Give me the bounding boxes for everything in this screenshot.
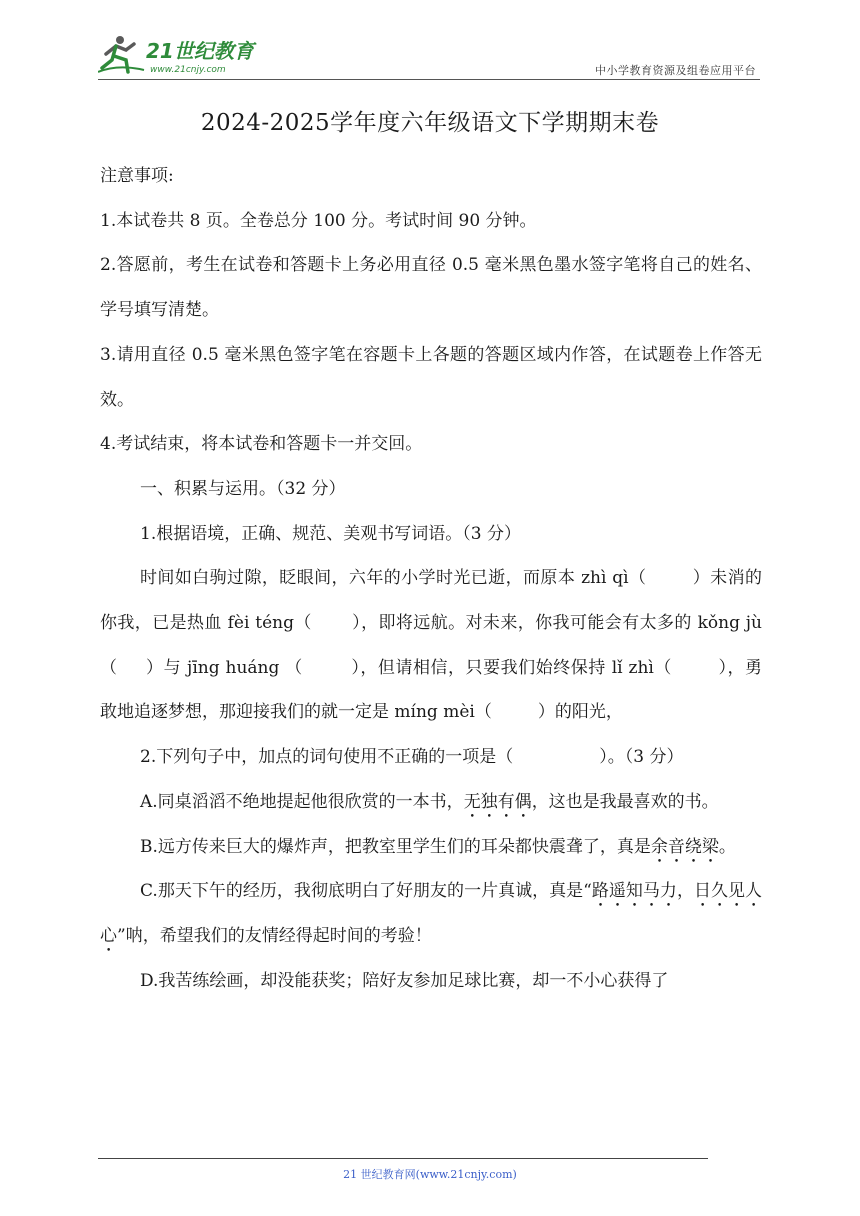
footer-divider bbox=[98, 1158, 708, 1159]
question-1-stem: 1.根据语境，正确、规范、美观书写词语。（3 分） bbox=[140, 523, 521, 544]
notes-heading: 注意事项: bbox=[100, 166, 174, 186]
svg-text:www.21cnjy.com: www.21cnjy.com bbox=[150, 65, 226, 75]
option-a: A.同桌滔滔不绝地提起他很欣赏的一本书，无独有偶，这也是我最喜欢的书。 bbox=[140, 791, 719, 812]
dotted-phrase: 无独有偶 bbox=[463, 791, 532, 812]
note-item-2: 2.答愿前，考生在试卷和答题卡上务必用直径 0.5 毫米黑色墨水签字笔将自己的姓名、学号填写清楚。 bbox=[100, 255, 762, 321]
option-d: D.我苦练绘画，却没能获奖；陪好友参加足球比赛，却一不小心获得了 bbox=[140, 970, 669, 991]
svg-text:21世纪教育: 21世纪教育 bbox=[146, 39, 254, 63]
note-item-1: 1.本试卷共 8 页。全卷总分 100 分。考试时间 90 分钟。 bbox=[100, 210, 537, 231]
platform-name: 中小学教育资源及组卷应用平台 bbox=[595, 64, 756, 77]
dotted-phrase: 路遥知马力，日久见人心 bbox=[100, 881, 762, 946]
question-1-passage: 时间如白驹过隙，眨眼间，六年的小学时光已逝，而原本 zhì qì（ ）未消的你我，已是热血 fèi téng（ ），即将远航。对未来，你我可能会有太多的 kǒng jù（ ）与 jīng huáng （ ），但请相信，只要我们始终保持 lǐ zhì（ ），勇敢地追逐梦想，那迎接我们的就一定是 míng mèi（ ）的阳光， bbox=[100, 568, 763, 723]
page-header bbox=[98, 28, 760, 80]
option-b: B.远方传来巨大的爆炸声，把教室里学生们的耳朵都快震聋了，真是余音绕梁。 bbox=[140, 836, 736, 857]
logo-21cnjy bbox=[98, 34, 268, 76]
question-2-stem: 2.下列句子中，加点的词句使用不正确的一项是（ ）。（3 分） bbox=[140, 747, 684, 768]
page-title: 2024-2025学年度六年级语文下学期期末卷 bbox=[200, 110, 660, 136]
runner-icon bbox=[98, 36, 144, 72]
note-item-3: 3.请用直径 0.5 毫米黑色签字笔在容题卡上各题的答题区域内作答，在试题卷上作答无效。 bbox=[100, 344, 762, 410]
section-1-heading: 一、积累与运用。（32 分） bbox=[140, 478, 346, 499]
note-item-4: 4.考试结束，将本试卷和答题卡一并交回。 bbox=[100, 434, 423, 455]
footer-text[interactable]: 21 世纪教育网(www.21cnjy.com) bbox=[343, 1168, 517, 1181]
option-c: C.那天下午的经历，我彻底明白了好朋友的一片真诚，真是“路遥知马力，日久见人心”呐，希望我们的友情经得起时间的考验！ bbox=[100, 881, 762, 946]
header-divider bbox=[98, 79, 760, 80]
dotted-phrase: 余音绕梁 bbox=[650, 836, 719, 857]
exam-content bbox=[100, 154, 762, 1003]
